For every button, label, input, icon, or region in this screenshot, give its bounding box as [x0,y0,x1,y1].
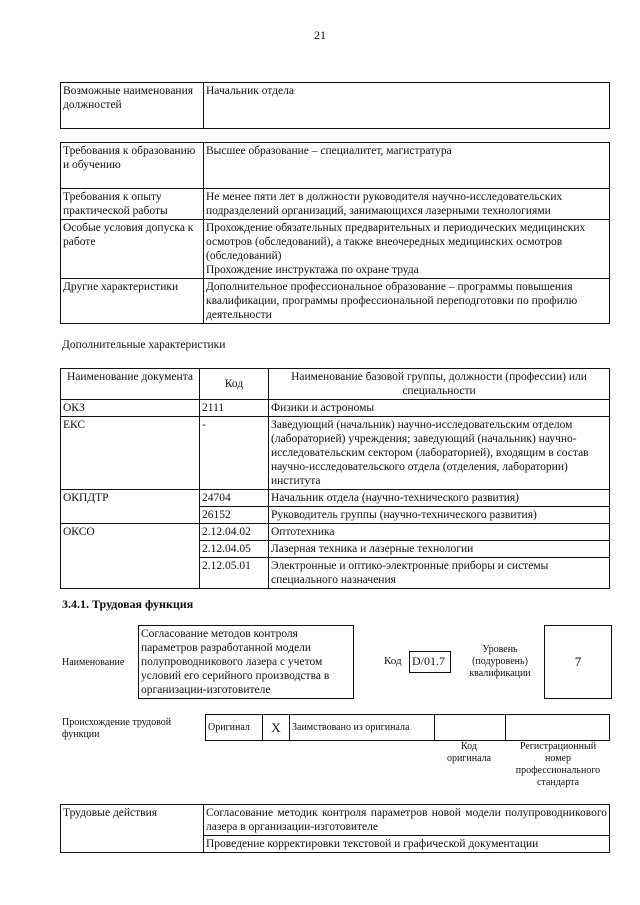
labor-action-item: Согласование методик контроля параметров новой модели полупроводникового лазера в организации-изготовителе [204,805,610,836]
row-code: 2.12.04.05 [200,541,269,558]
borrowed-label: Заимствовано из оригинала [290,715,435,741]
function-heading: 3.4.1. Трудовая функция [62,597,194,611]
experience-value: Не менее пяти лет в должности руководителя научно-исследовательских подразделений организаций, занимающихся лазерными технологиями [204,189,610,220]
positions-label: Возможные наименования должностей [61,83,204,129]
labor-action-item: Проведение корректировки текстовой и графической документации [204,836,610,853]
original-label: Оригинал [206,715,263,741]
requirements-table [60,142,610,324]
row-doc: ОКЗ [61,400,200,417]
origin-table [205,714,610,741]
qualification-level-label: Уровень (подуровень) квалификации [469,644,531,679]
admission-value [204,220,610,279]
row-doc: ЕКС [61,417,200,490]
additional-title: Дополнительные характеристики [62,339,226,351]
header-document: Наименование документа [61,369,200,400]
reg-caption: Регистрационный номер профессионального стандарта [515,741,601,788]
table-row [61,400,610,417]
admission-label: Особые условия допуска к работе [61,220,204,279]
row-code: 24704 [200,490,269,507]
other-label: Другие характеристики [61,279,204,324]
header-name: Наименование базовой группы, должности (профессии) или специальности [269,369,610,400]
row-name: Начальник отдела (научно-технического развития) [269,490,610,507]
row-code: 26152 [200,507,269,524]
row-name: Оптотехника [269,524,610,541]
function-name-box [138,625,354,699]
function-name-value: Согласование методов контроля параметров разработанной модели полупроводникового лазера с учетом условий его серийного производства в организации-изготовителе [141,628,330,696]
positions-value: Начальник отдела [204,83,610,129]
row-code: - [200,417,269,490]
row-name: Руководитель группы (научно-технического развития) [269,507,610,524]
row-name: Заведующий (начальник) научно-исследовательским отделом (лабораторией) учреждения; заведующий (начальник) научно-исследовательским сектором (лабораторией), входящим в состав научно-исследовательского отдела (отделения, лаборатории) института [269,417,610,490]
row-doc: ОКСО [61,524,200,589]
table-row [61,417,610,490]
code-caption: Код оригинала [446,741,492,764]
row-name: Лазерная техника и лазерные технологии [269,541,610,558]
header-code: Код [200,369,269,400]
labor-actions-label: Трудовые действия [61,805,204,853]
qualification-level-box [544,625,612,699]
row-code: 2.12.04.02 [200,524,269,541]
function-code-value: D/01.7 [412,654,445,668]
row-code: 2111 [200,400,269,417]
page-number: 21 [314,28,326,42]
row-doc: ОКПДТР [61,490,200,524]
original-mark: X [263,715,290,741]
education-value: Высшее образование – специалитет, магистратура [204,143,610,189]
admission-value-briefing: Прохождение инструктажа по охране труда [206,264,419,276]
original-code-cell [435,715,506,741]
qualification-level-value: 7 [574,654,582,669]
origin-label: Происхождение трудовой функции [62,717,172,740]
education-label: Требования к образованию и обучению [61,143,204,189]
row-name: Физики и астрономы [269,400,610,417]
additional-table [60,368,610,589]
admission-value-medical: Прохождение обязательных предварительных и периодических медицинских осмотров (обследований), а также внеочередных медицинских осмотров (обследований) [206,222,586,262]
experience-label: Требования к опыту практической работы [61,189,204,220]
positions-table [60,82,610,129]
row-name: Электронные и оптико-электронные приборы и системы специального назначения [269,558,610,589]
row-code: 2.12.05.01 [200,558,269,589]
table-row [61,490,610,507]
other-value: Дополнительное профессиональное образование – программы повышения квалификации, программы профессиональной переподготовки по профилю деятельности [204,279,610,324]
function-code-label: Код [384,655,402,667]
reg-number-cell [506,715,610,741]
function-code-box [409,651,451,673]
function-name-label: Наименование [62,657,125,668]
labor-actions-table [60,804,610,853]
table-row [61,524,610,541]
